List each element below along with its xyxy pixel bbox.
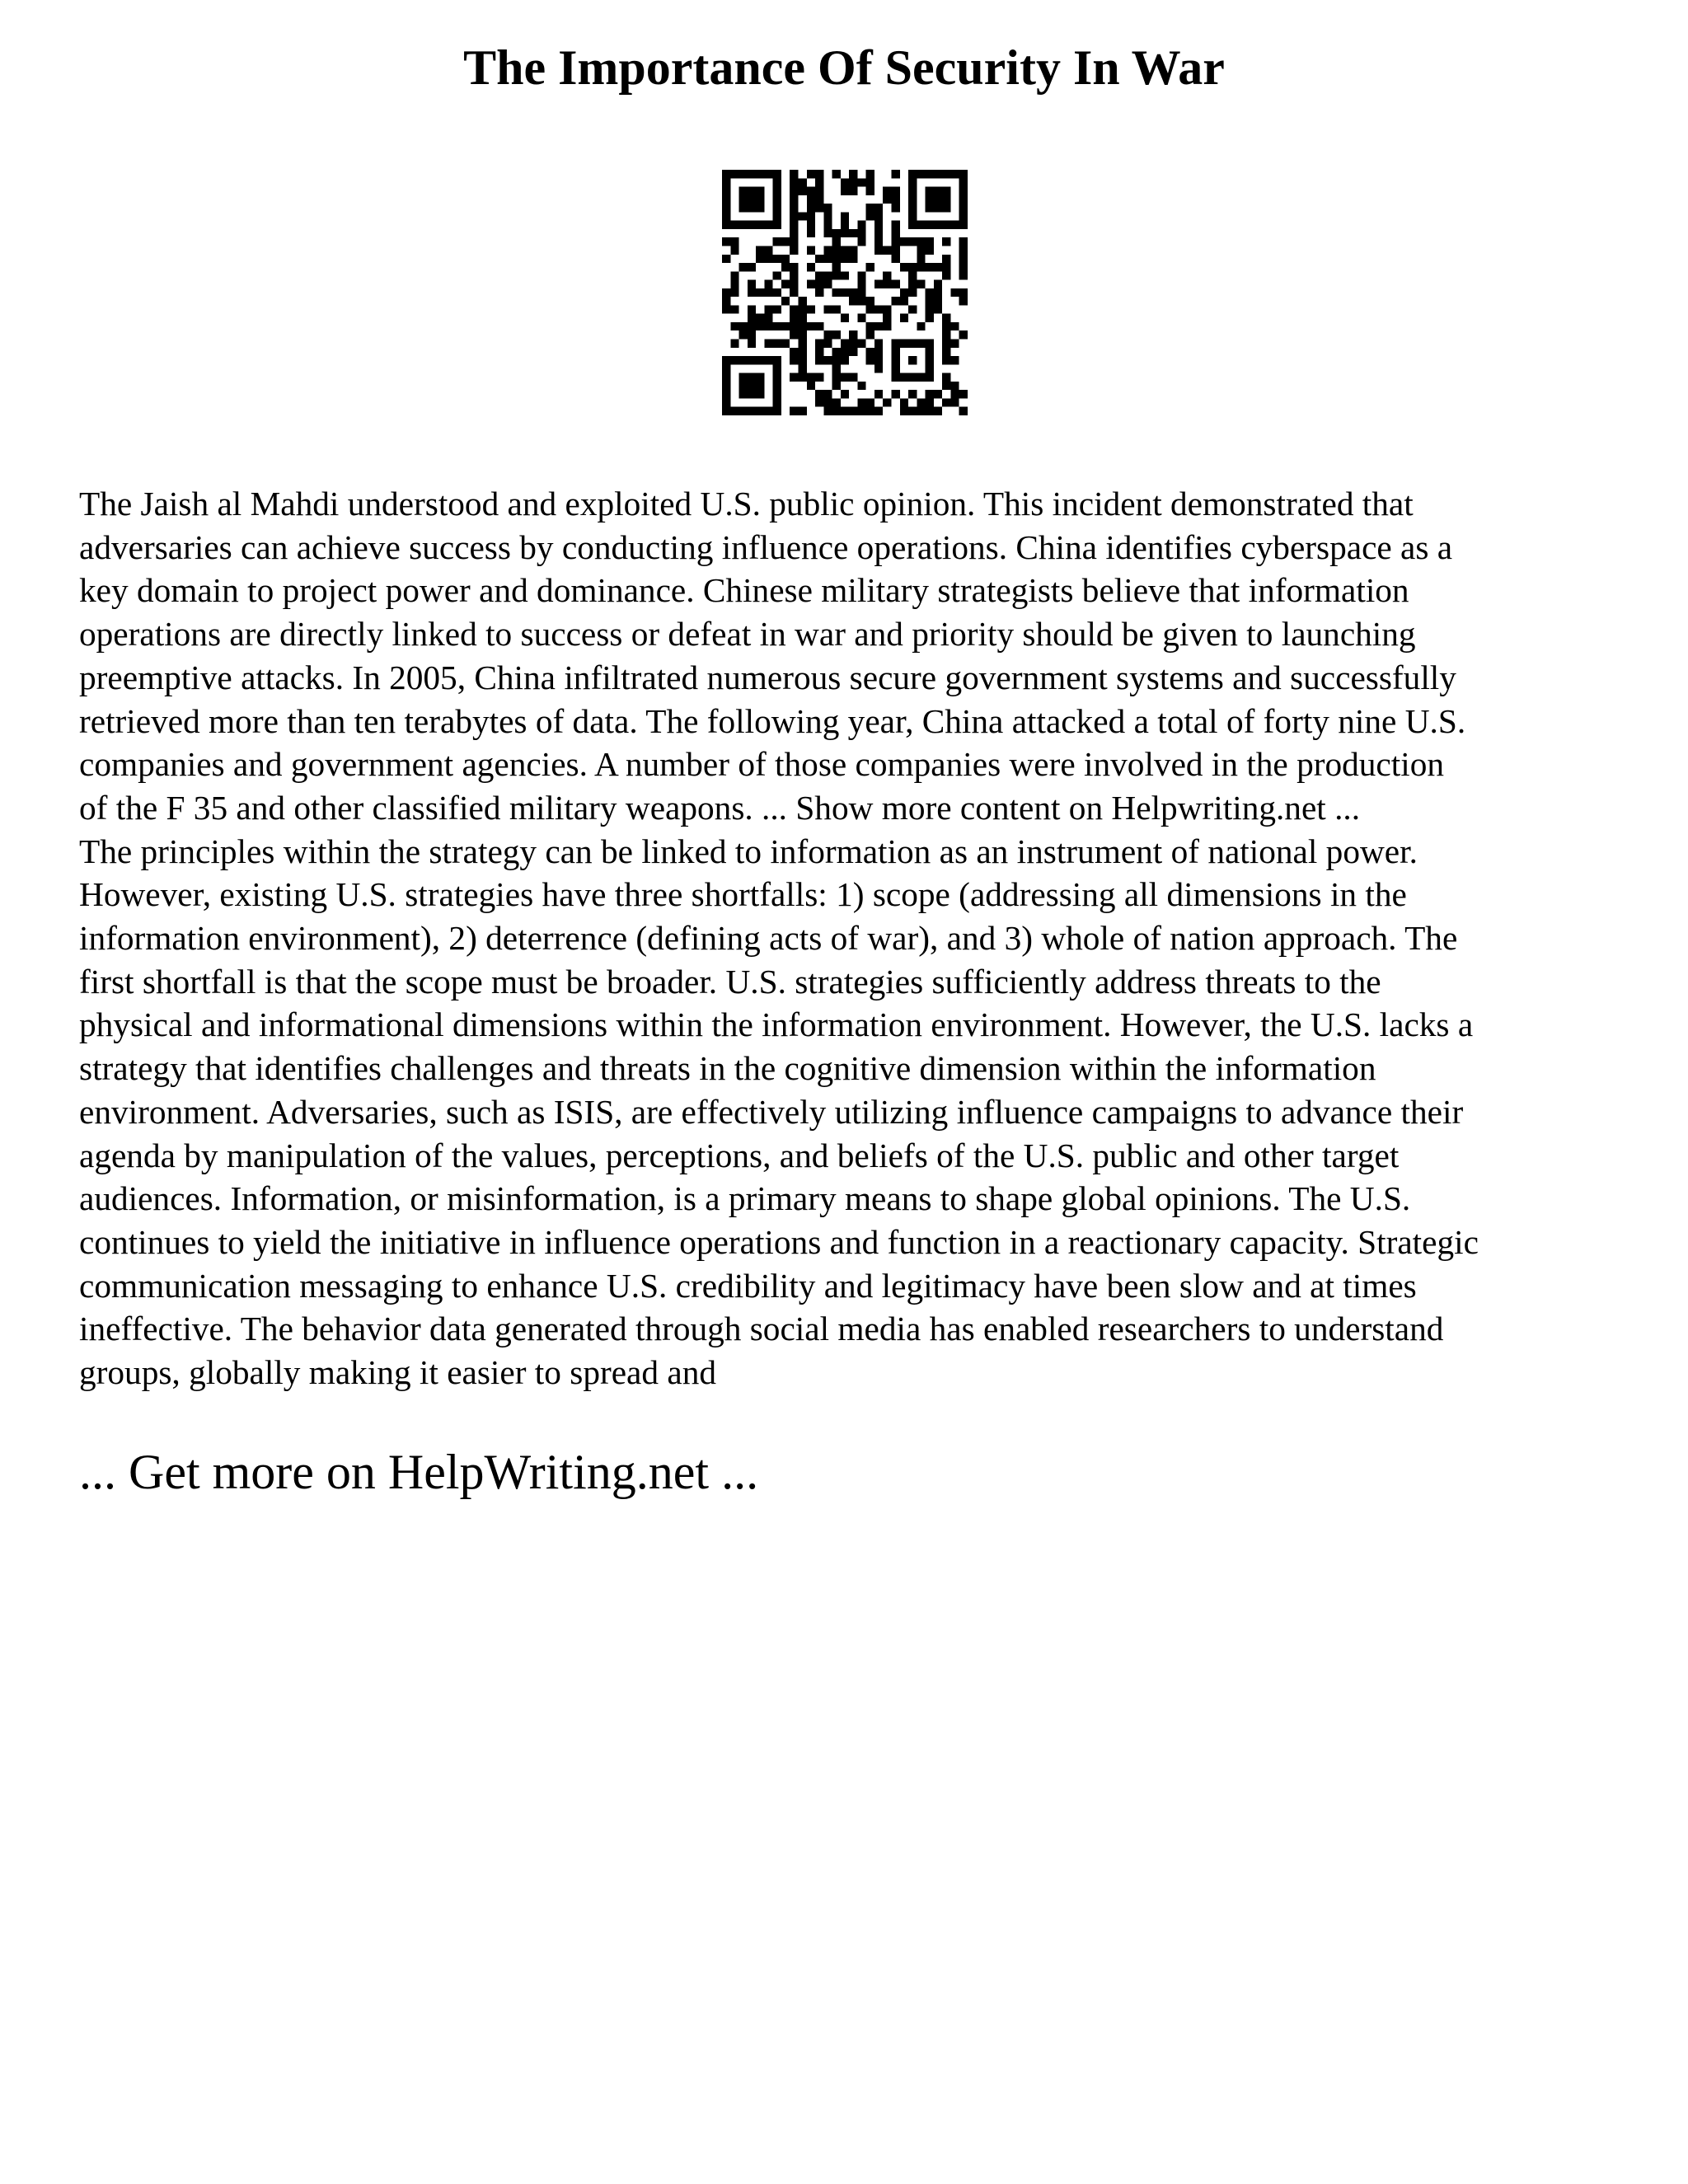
page-title: The Importance Of Security In War (463, 40, 1225, 95)
body-text: The Jaish al Mahdi understood and exploited U.S. public opinion. This incident demonstrated that adversaries can achieve success by conducting influence operations. China identifies cyberspace as a key domain to project power and dominance. Chinese military strategists believe that information operations are directly linked to success or defeat in war and priority should be given to launching preemptive attacks. In 2005, China infiltrated numerous secure government systems and successfully retrieved more than ten terabytes of data. The following year, China attacked a total of forty nine U.S. companies and government agencies. A number of those companies were involved in the production of the F 35 and other classified military weapons. ... Show more content on Helpwriting.net ... The principles within the strategy can be linked to information as an instrument of national power. However, existing U.S. strategies have three shortfalls: 1) scope (addressing all dimensions in the information environment), 2) deterrence (defining acts of war), and 3) whole of nation approach. The first shortfall is that the scope must be broader. U.S. strategies sufficiently address threats to the physical and informational dimensions within the information environment. However, the U.S. lacks a strategy that identifies challenges and threats in the cognitive dimension within the information environment. Adversaries, such as ISIS, are effectively utilizing influence campaigns to advance their agenda by manipulation of the values, perceptions, and beliefs of the U.S. public and other target audiences. Information, or misinformation, is a primary means to shape global opinions. The U.S. continues to yield the initiative in influence operations and function in a reactionary capacity. Strategic communication messaging to enhance U.S. credibility and legitimacy have been slow and at times ineffective. The behavior data generated through social media has enabled researchers to understand groups, globally making it easier to spread and (79, 485, 1479, 1392)
qr-code-graphic (722, 170, 968, 415)
get-more-link[interactable]: ... Get more on HelpWriting.net ... (79, 1445, 759, 1499)
qr-code-icon (722, 170, 968, 415)
